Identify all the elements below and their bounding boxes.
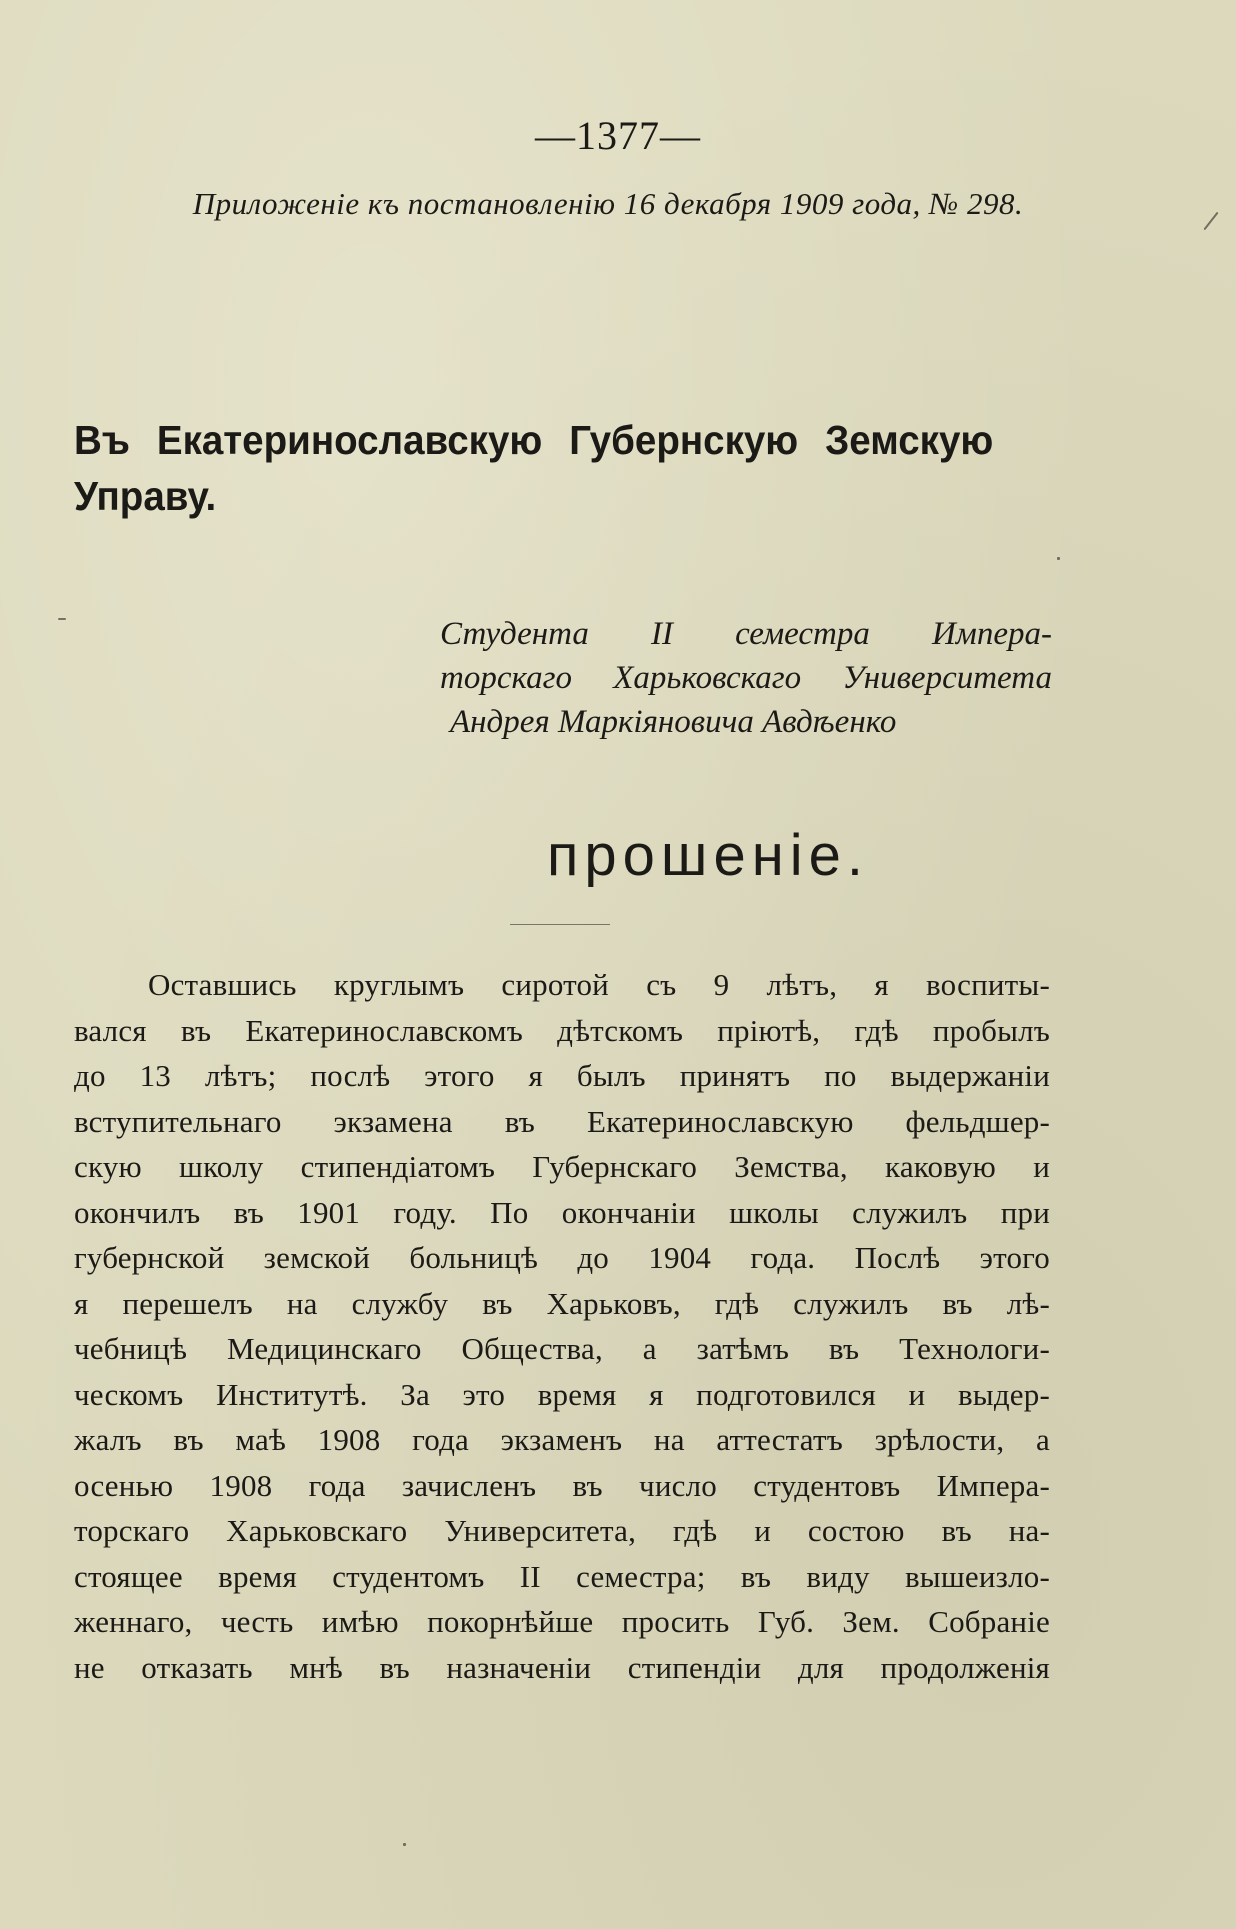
- title-rule: [510, 924, 610, 925]
- paper-speck: [1203, 212, 1218, 231]
- body-line: осенью 1908 года зачисленъ въ число студентовъ Импера-: [74, 1467, 1050, 1503]
- body-line: до 13 лѣтъ; послѣ этого я былъ принятъ по выдержанiи: [74, 1058, 1050, 1093]
- paper-speck: [403, 1843, 406, 1846]
- sender-line: Андрея Маркiяновича Авдѣенко: [450, 704, 897, 740]
- body-line: губернской земской больницѣ до 1904 года. Послѣ этого: [74, 1240, 1050, 1275]
- page-number: —1377—: [535, 113, 701, 158]
- petition-body: [74, 962, 1050, 1690]
- body-line: я перешелъ на службу въ Харьковъ, гдѣ служилъ въ лѣ-: [74, 1285, 1050, 1321]
- attachment-note: Приложенiе къ постановленiю 16 декабря 1909 года, № 298.: [192, 186, 1024, 221]
- body-line: жалъ въ маѣ 1908 года экзаменъ на аттестатъ зрѣлости, а: [74, 1422, 1050, 1457]
- sender-line: торскаго Харьковскаго Университета: [440, 660, 1052, 696]
- body-line: вступительнаго экзамена въ Екатеринославскую фельдшер-: [74, 1103, 1050, 1139]
- body-line: Оставшись круглымъ сиротой съ 9 лѣтъ, я воспиты-: [148, 967, 1050, 1002]
- sender-block: [440, 612, 1052, 744]
- body-line: окончилъ въ 1901 году. По окончанiи школы служилъ при: [74, 1194, 1050, 1230]
- sender-line: Студента II семестра Импера-: [440, 616, 1052, 652]
- body-line: стоящее время студентомъ II семестра; въ виду вышеизло-: [74, 1558, 1050, 1594]
- document-title: прошенiе.: [547, 823, 869, 888]
- addressee-heading: Въ Екатеринославскую Губернскую Земскую Управу.: [74, 417, 994, 519]
- body-line: скую школу стипендiатомъ Губернскаго Земства, каковую и: [74, 1149, 1050, 1184]
- body-line: чебницѣ Медицинскаго Общества, а затѣмъ въ Технологи-: [74, 1331, 1050, 1366]
- paper-speck: [58, 618, 66, 620]
- body-line: не отказать мнѣ въ назначенiи стипендiи для продолженiя: [74, 1649, 1050, 1685]
- body-line: женнаго, честь имѣю покорнѣйше просить Губ. Зем. Собранiе: [74, 1604, 1050, 1639]
- body-line: ческомъ Институтѣ. За это время я подготовился и выдер-: [74, 1376, 1050, 1412]
- reverse-side-bleed-through: [70, 232, 1070, 272]
- body-line: торскаго Харьковскаго Университета, гдѣ и состою въ на-: [74, 1513, 1050, 1548]
- body-line: вался въ Екатеринославскомъ дѣтскомъ прiютѣ, гдѣ пробылъ: [74, 1012, 1050, 1048]
- paper-speck: [1057, 557, 1060, 560]
